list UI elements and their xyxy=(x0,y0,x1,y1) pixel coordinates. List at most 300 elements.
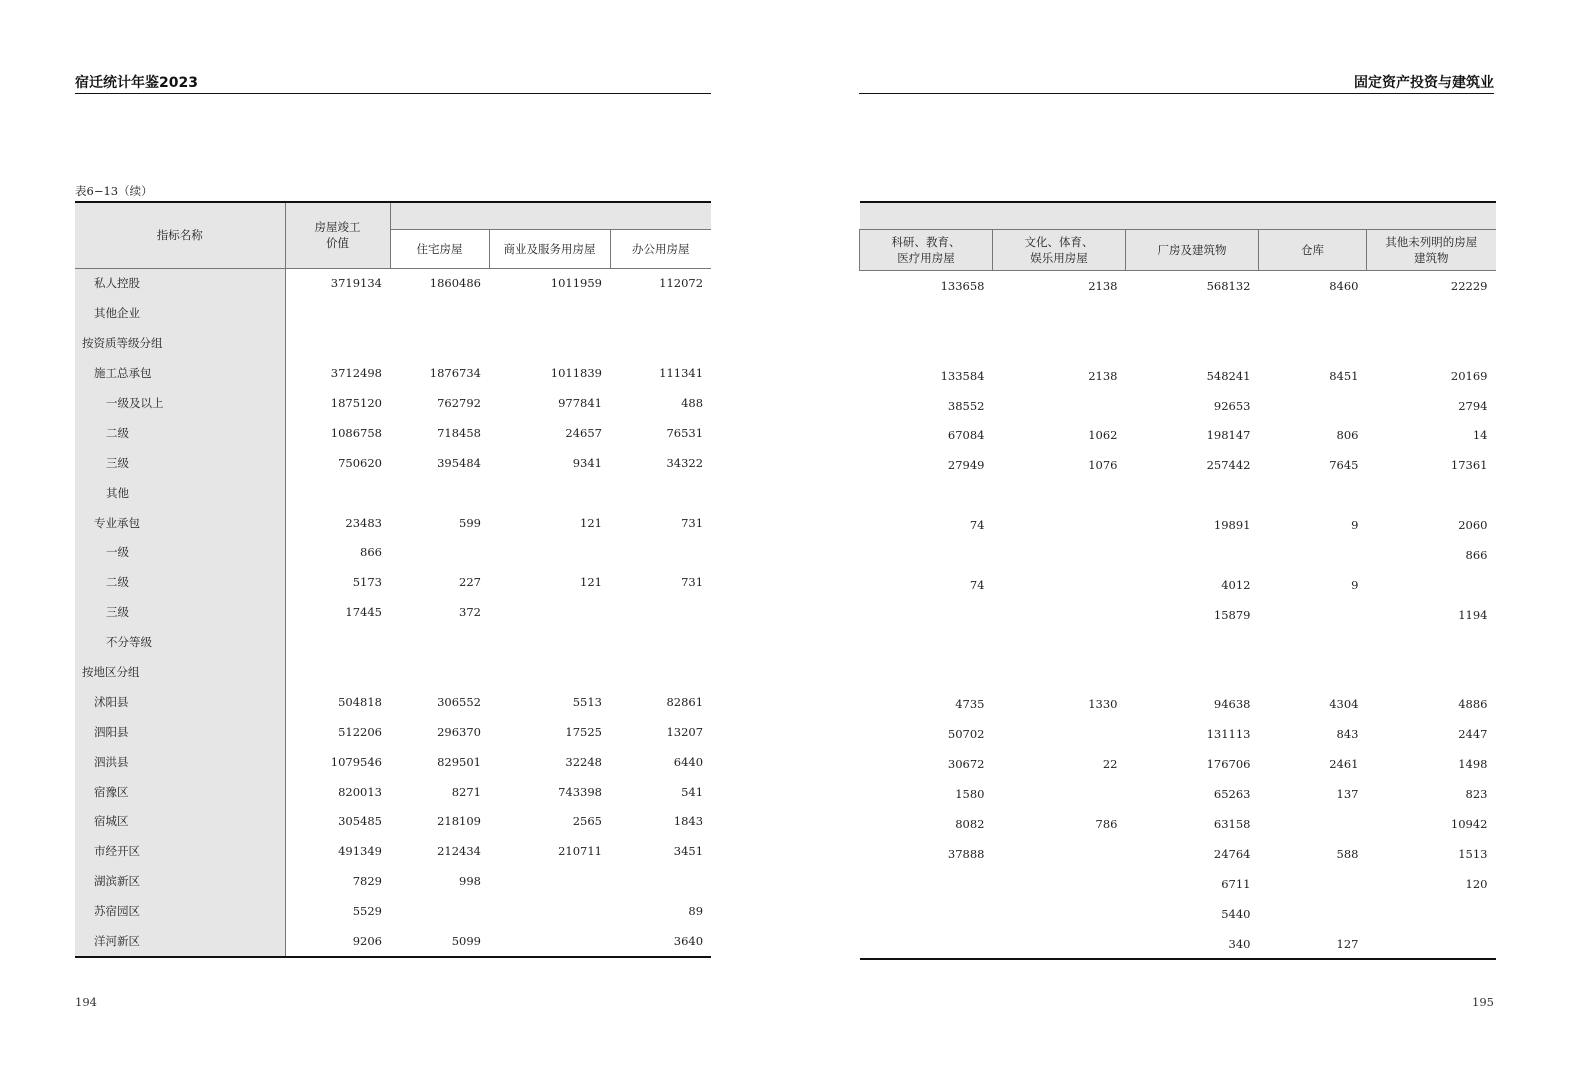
cell-office xyxy=(610,478,711,508)
table-caption: 表6−13（续） xyxy=(75,184,153,198)
cell-warehouse xyxy=(1259,331,1367,361)
cell-culture xyxy=(993,630,1126,660)
cell-office: 82861 xyxy=(666,694,704,709)
header-rule-left xyxy=(75,93,711,94)
cell-research: 67084 xyxy=(947,428,985,443)
cell-other: 1513 xyxy=(1458,846,1488,861)
cell-culture: 1330 xyxy=(1088,697,1118,712)
table-row xyxy=(75,866,711,896)
header-group-band-right xyxy=(860,202,1496,230)
cell-commercial xyxy=(489,478,610,508)
cell-office: 89 xyxy=(688,904,704,919)
cell-factory: 131113 xyxy=(1206,727,1251,742)
cell-commercial: 1011839 xyxy=(550,366,602,381)
cell-residential xyxy=(390,896,489,926)
cell-office: 3640 xyxy=(610,926,711,957)
row-label: 按资质等级分组 xyxy=(75,328,285,358)
cell-research: 74 xyxy=(969,577,985,592)
cell-total: 491349 xyxy=(338,844,382,859)
table-row xyxy=(860,899,1496,929)
cell-research xyxy=(860,869,993,899)
header-commercial: 商业及服务用房屋 xyxy=(489,229,610,268)
cell-total: 3719134 xyxy=(330,276,382,291)
cell-research: 8082 xyxy=(955,816,985,831)
cell-culture xyxy=(993,540,1126,570)
cell-total xyxy=(285,328,390,358)
header-indicator-name: 指标名称 xyxy=(75,202,285,268)
table-row xyxy=(75,268,711,298)
cell-residential xyxy=(390,478,489,508)
cell-commercial: 5513 xyxy=(572,694,602,709)
cell-culture xyxy=(993,510,1126,540)
cell-other xyxy=(1367,630,1496,660)
cell-other: 1194 xyxy=(1458,607,1488,622)
table-row xyxy=(75,567,711,597)
header-completed-value xyxy=(285,202,390,268)
header-other-line2: 建筑物 xyxy=(1414,251,1449,265)
cell-office: 1843 xyxy=(673,814,704,829)
row-label: 私人控股 xyxy=(75,268,285,298)
cell-office xyxy=(610,328,711,358)
cell-residential: 1860486 xyxy=(429,276,481,291)
cell-factory: 568132 xyxy=(1206,278,1251,293)
row-label: 一级及以上 xyxy=(75,388,285,418)
cell-commercial: 210711 xyxy=(558,844,602,859)
cell-office xyxy=(610,657,711,687)
cell-factory: 24764 xyxy=(1213,846,1251,861)
cell-research: 30672 xyxy=(947,757,985,772)
cell-commercial: 2565 xyxy=(572,814,602,829)
cell-total: 1086758 xyxy=(330,425,382,440)
page-number-right: 195 xyxy=(1472,995,1494,1009)
cell-warehouse: 588 xyxy=(1336,846,1359,861)
cell-total: 1079546 xyxy=(330,754,382,769)
cell-factory: 6711 xyxy=(1221,876,1251,891)
table-row xyxy=(75,896,711,926)
cell-warehouse xyxy=(1259,869,1367,899)
cell-other: 4886 xyxy=(1458,697,1488,712)
cell-research: 38552 xyxy=(947,398,985,413)
running-head-right: 固定资产投资与建筑业 xyxy=(1354,75,1494,91)
cell-research: 27949 xyxy=(947,458,985,473)
cell-research xyxy=(860,630,993,660)
cell-office: 731 xyxy=(681,575,704,590)
cell-commercial: 121 xyxy=(580,515,602,530)
cell-factory xyxy=(1126,480,1259,510)
cell-total: 23483 xyxy=(345,515,382,530)
cell-total: 5529 xyxy=(352,904,382,919)
cell-research: 4735 xyxy=(955,697,985,712)
cell-research xyxy=(860,331,993,361)
header-factory: 厂房及建筑物 xyxy=(1126,230,1259,271)
table-row xyxy=(860,331,1496,361)
cell-commercial xyxy=(489,328,610,358)
cell-warehouse xyxy=(1259,540,1367,570)
table-row xyxy=(75,657,711,687)
cell-commercial xyxy=(489,627,610,657)
cell-factory: 5440 xyxy=(1221,906,1251,921)
cell-total: 7829 xyxy=(352,874,382,889)
cell-office xyxy=(610,866,711,896)
cell-culture xyxy=(993,391,1126,421)
header-research-line2: 医疗用房屋 xyxy=(897,251,955,265)
cell-warehouse: 8451 xyxy=(1329,368,1359,383)
table-row xyxy=(75,298,711,328)
left-page xyxy=(0,0,793,1077)
cell-research: 1580 xyxy=(955,787,985,802)
cell-total: 5173 xyxy=(352,575,382,590)
cell-culture: 22 xyxy=(1102,757,1118,772)
cell-residential: 372 xyxy=(459,605,481,620)
header-culture xyxy=(993,230,1126,271)
cell-office xyxy=(610,597,711,627)
cell-culture xyxy=(993,301,1126,331)
row-label: 泗洪县 xyxy=(75,747,285,777)
cell-commercial xyxy=(489,538,610,568)
cell-factory xyxy=(1126,301,1259,331)
cell-culture xyxy=(993,839,1126,869)
cell-commercial: 1011959 xyxy=(550,276,602,291)
row-label: 其他企业 xyxy=(75,298,285,328)
cell-research xyxy=(860,929,993,960)
table-row xyxy=(860,540,1496,570)
cell-other: 20169 xyxy=(1450,368,1488,383)
cell-residential: 227 xyxy=(459,575,481,590)
cell-other: 17361 xyxy=(1450,458,1488,473)
table-row xyxy=(75,777,711,807)
table-row xyxy=(860,630,1496,660)
cell-residential xyxy=(390,298,489,328)
cell-research xyxy=(860,480,993,510)
cell-total: 17445 xyxy=(345,605,382,620)
cell-total: 866 xyxy=(360,545,382,560)
cell-factory: 4012 xyxy=(1221,577,1251,592)
table-row xyxy=(75,747,711,777)
cell-commercial xyxy=(489,298,610,328)
cell-research: 133658 xyxy=(940,278,985,293)
cell-office: 34322 xyxy=(666,455,704,470)
cell-research: 50702 xyxy=(947,727,985,742)
row-label: 苏宿园区 xyxy=(75,896,285,926)
cell-commercial: 743398 xyxy=(558,784,602,799)
table-row xyxy=(75,807,711,837)
cell-factory: 92653 xyxy=(1213,398,1251,413)
row-label: 宿豫区 xyxy=(75,777,285,807)
row-label: 泗阳县 xyxy=(75,717,285,747)
table-row xyxy=(860,719,1496,749)
cell-office xyxy=(610,538,711,568)
cell-total: 3712498 xyxy=(330,366,382,381)
table-row xyxy=(75,358,711,388)
cell-factory xyxy=(1126,630,1259,660)
cell-office: 488 xyxy=(681,396,704,410)
cell-residential xyxy=(390,657,489,687)
cell-other: 2794 xyxy=(1458,398,1488,413)
cell-other xyxy=(1367,331,1496,361)
left-data-table xyxy=(75,201,711,958)
right-table-body xyxy=(860,271,1496,960)
table-row xyxy=(75,388,711,418)
header-warehouse: 仓库 xyxy=(1259,230,1367,271)
cell-residential: 212434 xyxy=(437,844,481,859)
table-row xyxy=(860,361,1496,391)
cell-factory: 198147 xyxy=(1206,428,1251,443)
table-row xyxy=(860,600,1496,630)
cell-warehouse xyxy=(1259,480,1367,510)
row-label: 施工总承包 xyxy=(75,358,285,388)
table-row xyxy=(860,391,1496,421)
cell-other: 823 xyxy=(1465,787,1488,802)
cell-commercial: 24657 xyxy=(565,425,602,440)
cell-office: 3451 xyxy=(673,844,704,859)
header-group-band-left xyxy=(390,202,711,229)
table-row xyxy=(860,271,1496,301)
cell-warehouse xyxy=(1259,660,1367,690)
cell-culture xyxy=(993,660,1126,690)
cell-research xyxy=(860,540,993,570)
cell-factory: 176706 xyxy=(1206,757,1251,772)
cell-warehouse: 7645 xyxy=(1329,458,1359,473)
cell-culture: 786 xyxy=(1095,816,1118,831)
cell-warehouse: 137 xyxy=(1336,787,1359,802)
cell-residential xyxy=(390,538,489,568)
cell-factory: 19891 xyxy=(1213,518,1251,533)
table-row xyxy=(75,478,711,508)
cell-culture: 1076 xyxy=(1088,458,1118,473)
table-row xyxy=(860,749,1496,779)
header-residential: 住宅房屋 xyxy=(390,229,489,268)
cell-residential: 296370 xyxy=(437,724,481,739)
table-row xyxy=(860,779,1496,809)
cell-research xyxy=(860,660,993,690)
row-label: 按地区分组 xyxy=(75,657,285,687)
cell-factory: 548241 xyxy=(1206,368,1251,383)
header-other xyxy=(1367,230,1496,271)
table-row xyxy=(75,926,711,957)
table-row xyxy=(860,420,1496,450)
cell-residential: 1876734 xyxy=(429,366,481,381)
cell-culture xyxy=(993,869,1126,899)
header-culture-line2: 娱乐用房屋 xyxy=(1030,251,1088,265)
cell-residential: 8271 xyxy=(451,784,481,799)
cell-commercial xyxy=(489,866,610,896)
running-head-left: 宿迁统计年鉴2023 xyxy=(75,75,198,91)
cell-factory xyxy=(1126,540,1259,570)
cell-culture xyxy=(993,899,1126,929)
cell-warehouse xyxy=(1259,600,1367,630)
cell-commercial xyxy=(489,597,610,627)
cell-total xyxy=(285,657,390,687)
cell-research: 37888 xyxy=(947,846,985,861)
cell-other: 10942 xyxy=(1450,816,1488,831)
cell-factory: 15879 xyxy=(1213,607,1251,622)
cell-total: 512206 xyxy=(338,724,382,739)
page-number-left: 194 xyxy=(75,995,97,1009)
header-research xyxy=(860,230,993,271)
table-row xyxy=(860,689,1496,719)
row-label: 二级 xyxy=(75,567,285,597)
cell-research xyxy=(860,301,993,331)
table-row xyxy=(860,809,1496,839)
cell-office: 731 xyxy=(681,515,704,530)
cell-total xyxy=(285,298,390,328)
cell-total xyxy=(285,478,390,508)
cell-warehouse: 9 xyxy=(1351,518,1359,533)
table-row xyxy=(75,627,711,657)
cell-residential: 395484 xyxy=(437,455,481,470)
cell-office: 6440 xyxy=(673,754,704,769)
table-row xyxy=(75,597,711,627)
row-label: 二级 xyxy=(75,418,285,448)
table-row xyxy=(860,301,1496,331)
cell-commercial xyxy=(489,657,610,687)
row-label: 三级 xyxy=(75,448,285,478)
cell-residential: 718458 xyxy=(437,425,481,440)
cell-culture xyxy=(993,480,1126,510)
cell-other xyxy=(1367,899,1496,929)
cell-warehouse: 127 xyxy=(1259,929,1367,960)
row-label: 沭阳县 xyxy=(75,687,285,717)
row-label: 三级 xyxy=(75,597,285,627)
cell-factory xyxy=(1126,660,1259,690)
cell-total: 9206 xyxy=(285,926,390,957)
header-rule-right xyxy=(859,93,1494,94)
table-row xyxy=(75,836,711,866)
cell-culture: 1062 xyxy=(1088,428,1118,443)
cell-total xyxy=(285,627,390,657)
cell-culture xyxy=(993,929,1126,960)
table-row xyxy=(75,538,711,568)
cell-residential xyxy=(390,627,489,657)
cell-factory: 63158 xyxy=(1213,816,1251,831)
table-row xyxy=(860,929,1496,960)
left-table-body xyxy=(75,268,711,957)
cell-factory: 257442 xyxy=(1206,458,1251,473)
cell-other xyxy=(1367,480,1496,510)
header-completed-value-line1: 房屋竣工 xyxy=(314,220,361,235)
row-label: 市经开区 xyxy=(75,836,285,866)
cell-commercial: 32248 xyxy=(565,754,602,769)
cell-warehouse: 806 xyxy=(1336,428,1359,443)
cell-other: 866 xyxy=(1465,547,1488,562)
cell-other xyxy=(1367,570,1496,600)
cell-office: 76531 xyxy=(666,425,704,440)
cell-other xyxy=(1367,929,1496,960)
cell-research xyxy=(860,600,993,630)
cell-warehouse xyxy=(1259,391,1367,421)
cell-culture xyxy=(993,600,1126,630)
table-row xyxy=(860,869,1496,899)
header-other-line1: 其他未列明的房屋 xyxy=(1385,235,1478,249)
cell-other: 22229 xyxy=(1450,278,1488,293)
cell-other xyxy=(1367,301,1496,331)
cell-office: 111341 xyxy=(659,366,704,381)
table-row xyxy=(75,717,711,747)
cell-warehouse xyxy=(1259,630,1367,660)
header-research-line1: 科研、教育、 xyxy=(891,235,961,249)
cell-other: 14 xyxy=(1472,428,1488,443)
cell-total: 1875120 xyxy=(330,396,382,410)
cell-factory xyxy=(1126,331,1259,361)
cell-culture xyxy=(993,719,1126,749)
cell-commercial: 977841 xyxy=(558,396,602,410)
cell-commercial xyxy=(489,926,610,957)
cell-commercial: 121 xyxy=(580,575,602,590)
right-data-table xyxy=(859,201,1496,960)
cell-total: 504818 xyxy=(338,694,382,709)
cell-research: 133584 xyxy=(940,368,985,383)
cell-other xyxy=(1367,660,1496,690)
cell-residential: 306552 xyxy=(437,694,481,709)
cell-total: 750620 xyxy=(338,455,382,470)
row-label: 其他 xyxy=(75,478,285,508)
cell-other: 1498 xyxy=(1458,757,1488,772)
table-row xyxy=(75,508,711,538)
cell-other: 2447 xyxy=(1458,727,1488,742)
table-row xyxy=(860,450,1496,480)
cell-commercial: 17525 xyxy=(565,724,602,739)
row-label: 专业承包 xyxy=(75,508,285,538)
cell-other: 120 xyxy=(1465,876,1488,891)
row-label: 宿城区 xyxy=(75,807,285,837)
table-row xyxy=(75,418,711,448)
cell-research xyxy=(860,899,993,929)
cell-research: 74 xyxy=(969,518,985,533)
cell-warehouse: 843 xyxy=(1336,727,1359,742)
cell-culture xyxy=(993,779,1126,809)
row-label: 洋河新区 xyxy=(75,926,285,957)
table-row xyxy=(860,570,1496,600)
table-row xyxy=(860,660,1496,690)
cell-total: 820013 xyxy=(338,784,382,799)
cell-office xyxy=(610,298,711,328)
cell-factory: 340 xyxy=(1126,929,1259,960)
table-row xyxy=(860,839,1496,869)
cell-culture xyxy=(993,570,1126,600)
table-row xyxy=(860,480,1496,510)
header-office: 办公用房屋 xyxy=(610,229,711,268)
table-row xyxy=(75,328,711,358)
row-label: 一级 xyxy=(75,538,285,568)
cell-office: 112072 xyxy=(659,276,704,291)
cell-commercial xyxy=(489,896,610,926)
row-label: 不分等级 xyxy=(75,627,285,657)
table-row xyxy=(75,687,711,717)
cell-warehouse xyxy=(1259,809,1367,839)
cell-culture: 2138 xyxy=(1088,278,1118,293)
cell-residential: 829501 xyxy=(437,754,481,769)
cell-residential: 599 xyxy=(459,515,481,530)
cell-culture xyxy=(993,331,1126,361)
cell-warehouse: 8460 xyxy=(1329,278,1359,293)
cell-warehouse: 2461 xyxy=(1329,757,1359,772)
cell-warehouse xyxy=(1259,899,1367,929)
cell-warehouse xyxy=(1259,301,1367,331)
cell-culture: 2138 xyxy=(1088,368,1118,383)
cell-residential: 998 xyxy=(459,874,481,889)
cell-other: 2060 xyxy=(1458,518,1488,533)
cell-residential: 762792 xyxy=(437,396,481,410)
cell-office xyxy=(610,627,711,657)
row-label: 湖滨新区 xyxy=(75,866,285,896)
cell-commercial: 9341 xyxy=(572,455,602,470)
table-row xyxy=(860,510,1496,540)
cell-office: 541 xyxy=(681,784,704,799)
header-completed-value-line2: 价值 xyxy=(326,236,349,251)
header-culture-line1: 文化、体育、 xyxy=(1024,235,1094,249)
cell-office: 13207 xyxy=(666,724,704,739)
cell-residential: 5099 xyxy=(390,926,489,957)
